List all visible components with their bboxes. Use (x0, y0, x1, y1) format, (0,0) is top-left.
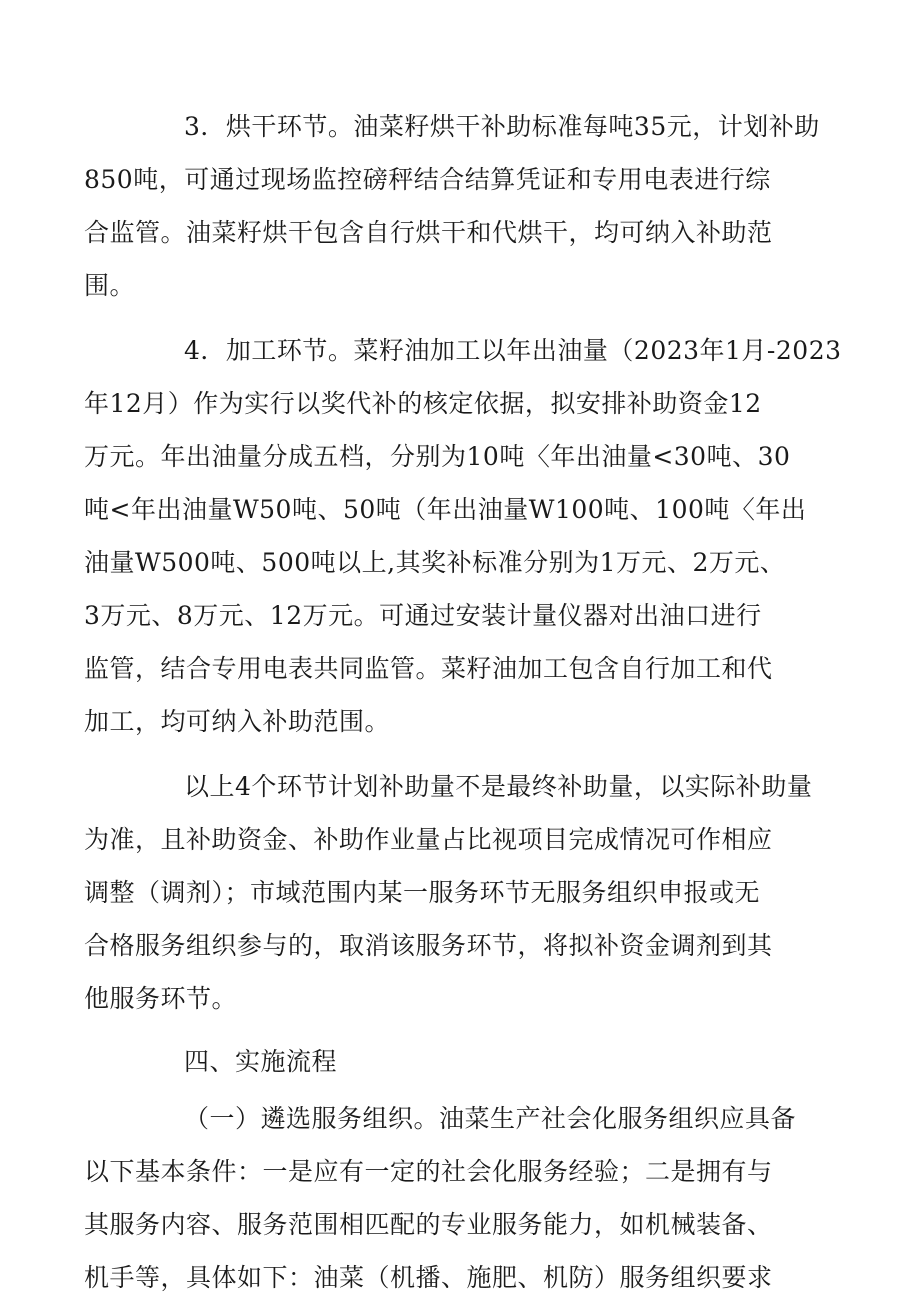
text-line: 年12月）作为实行以奖代补的核定依据，拟安排补助资金12 (84, 389, 762, 418)
paragraph-adjustment-note (84, 760, 814, 1025)
text-line: 3．烘干环节。油菜籽烘干补助标准每吨35元，计划补助 (184, 112, 820, 141)
text-line: 合监管。油菜籽烘干包含自行烘干和代烘干，均可纳入补助范 (84, 218, 773, 247)
text-line: 以上4个环节计划补助量不是最终补助量，以实际补助量 (184, 772, 813, 801)
paragraph-drying-stage (84, 100, 820, 312)
text-line: 3万元、8万元、12万元。可通过安装计量仪器对出油口进行 (84, 601, 762, 630)
text-line: 以下基本条件：一是应有一定的社会化服务经验；二是拥有与 (84, 1157, 773, 1186)
text-line: 调整（调剂）；市域范围内某一服务环节无服务组织申报或无 (84, 878, 761, 907)
text-line: 为准，且补助资金、补助作业量占比视项目完成情况可作相应 (84, 825, 773, 854)
text-line: 其服务内容、服务范围相匹配的专业服务能力，如机械装备、 (84, 1210, 773, 1239)
text-line: 4．加工环节。菜籽油加工以年出油量（2023年1月-2023 (184, 336, 842, 365)
text-line: 他服务环节。 (84, 984, 238, 1013)
section-heading (134, 1035, 814, 1088)
text-line: 加工，均可纳入补助范围。 (84, 707, 391, 736)
section-heading-text: 四、实施流程 (184, 1047, 338, 1076)
text-line: 850吨，可通过现场监控磅秤结合结算凭证和专用电表进行综 (84, 165, 771, 194)
text-line: （一）遴选服务组织。油菜生产社会化服务组织应具备 (184, 1104, 797, 1133)
text-line: 吨<年出油量W50吨、50吨（年出油量W100吨、100吨〈年出 (84, 495, 807, 524)
paragraph-selection-stage (84, 1092, 814, 1304)
paragraph-processing-stage (84, 324, 842, 748)
text-line: 合格服务组织参与的，取消该服务环节，将拟补资金调剂到其 (84, 931, 773, 960)
text-line: 监管，结合专用电表共同监管。菜籽油加工包含自行加工和代 (84, 654, 773, 683)
document-body (84, 100, 842, 1304)
text-line: 围。 (84, 271, 136, 300)
text-line: 机手等，具体如下：油菜（机播、施肥、机防）服务组织要求 (84, 1263, 773, 1292)
text-line: 油量W500吨、500吨以上,其奖补标准分别为1万元、2万元、 (84, 548, 786, 577)
text-line: 万元。年出油量分成五档，分别为10吨〈年出油量<30吨、30 (84, 442, 791, 471)
